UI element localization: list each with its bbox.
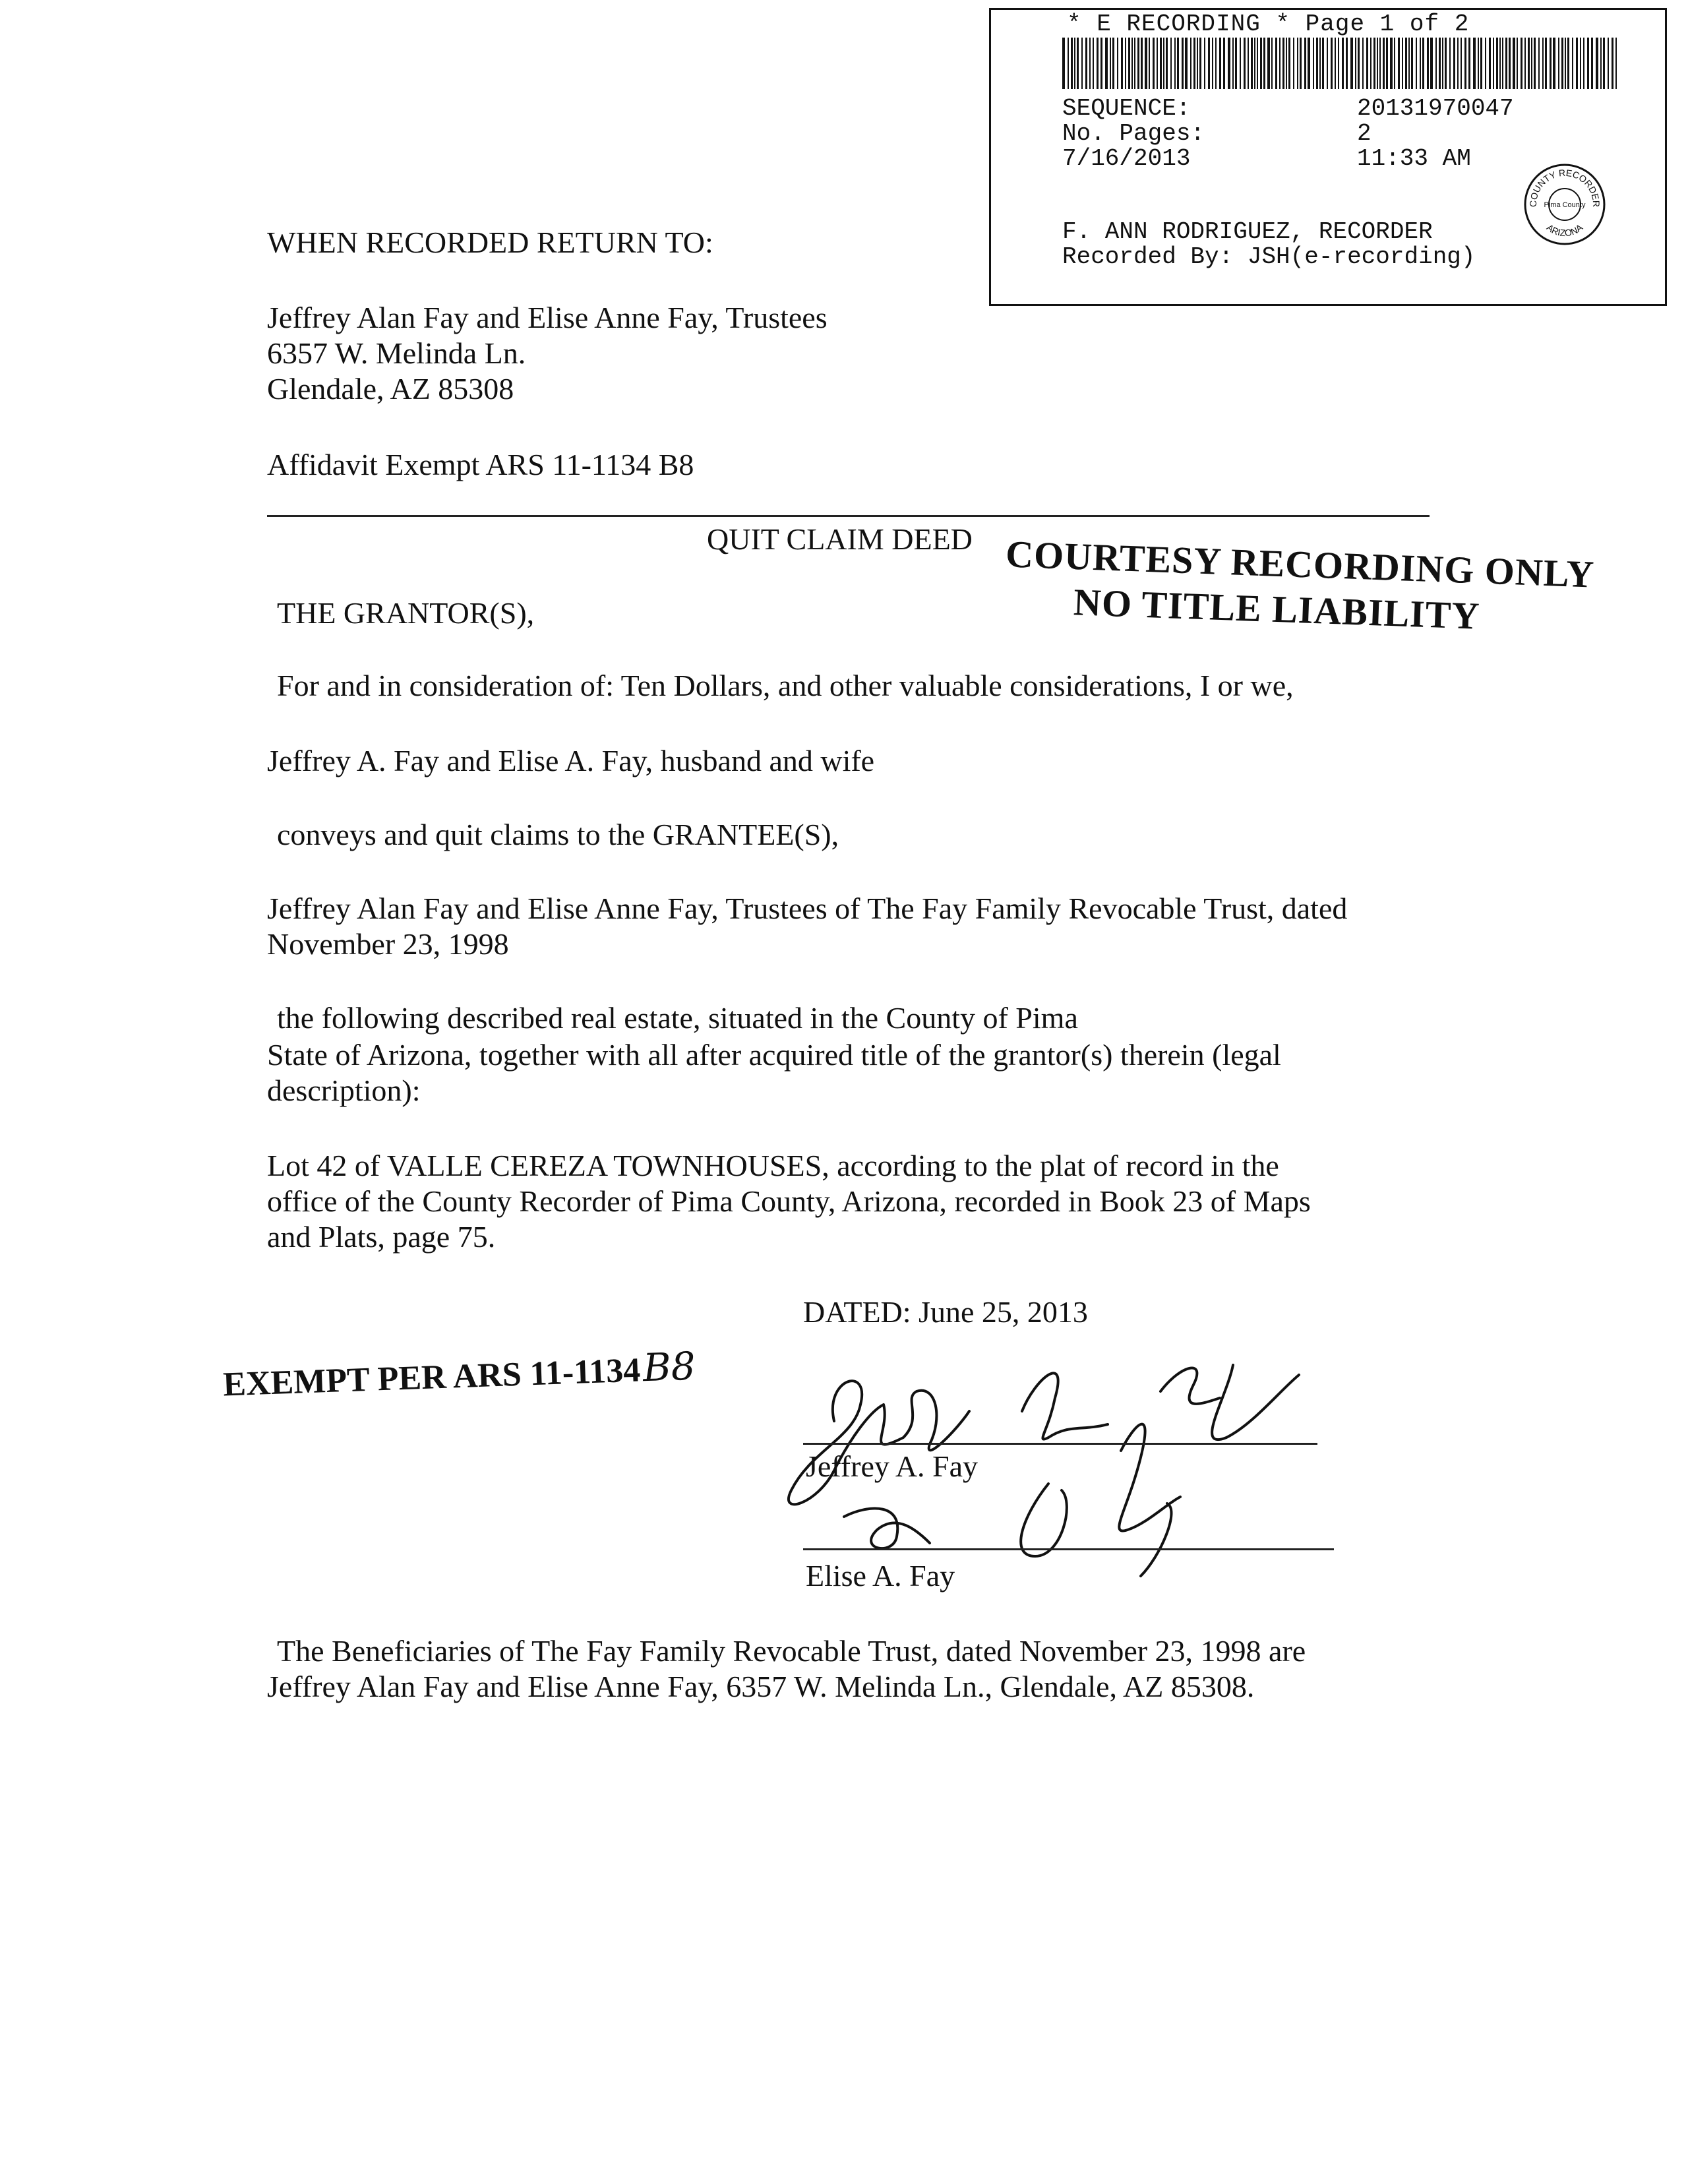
- barcode-bar: [1197, 38, 1198, 89]
- stamp-header: * E RECORDING * Page 1 of 2: [1067, 11, 1470, 38]
- barcode-bar: [1383, 38, 1385, 89]
- barcode-bar: [1260, 38, 1262, 89]
- barcode-bar: [1275, 38, 1277, 89]
- barcode-bar: [1489, 38, 1491, 89]
- barcode-bar: [1567, 38, 1569, 89]
- barcode-bar: [1587, 38, 1589, 89]
- exempt-stamp: [222, 1344, 696, 1405]
- barcode-bar: [1468, 38, 1470, 89]
- barcode-bar: [1105, 38, 1108, 89]
- barcode-bar: [1346, 38, 1348, 89]
- barcode-bar: [1422, 38, 1424, 89]
- barcode-bar: [1267, 38, 1270, 89]
- barcode-bar: [1496, 38, 1498, 89]
- barcode-bar: [1223, 38, 1225, 89]
- barcode-bar: [1480, 38, 1482, 89]
- barcode-bar: [1110, 38, 1111, 89]
- barcode-bar: [1112, 38, 1114, 89]
- barcode-bar: [1279, 38, 1281, 89]
- barcode-bar: [1145, 38, 1147, 89]
- barcode-bar: [1342, 38, 1344, 89]
- barcode-bar: [1193, 38, 1195, 89]
- barcode-bar: [1331, 38, 1333, 89]
- barcode-bar: [1449, 38, 1451, 89]
- return-to-city: Glendale, AZ 85308: [267, 372, 514, 406]
- barcode-bar: [1473, 38, 1476, 89]
- barcode-bar: [1177, 38, 1179, 89]
- barcode-bar: [1077, 38, 1079, 89]
- barcode-bar: [1408, 38, 1410, 89]
- barcode-bar: [1615, 38, 1617, 89]
- barcode-bar: [1603, 38, 1605, 89]
- exempt-handwritten-note: B8: [642, 1343, 696, 1391]
- barcode-bar: [1282, 38, 1284, 89]
- barcode-bar: [1565, 38, 1566, 89]
- barcode-bar: [1350, 38, 1353, 89]
- barcode-bar: [1244, 38, 1246, 89]
- barcode-bar: [1081, 38, 1083, 89]
- barcode-bar: [1513, 38, 1515, 89]
- barcode-bar: [1580, 38, 1581, 89]
- barcode-bar: [1240, 38, 1241, 89]
- signature-line-2: [803, 1548, 1334, 1550]
- barcode-bar: [1300, 38, 1302, 89]
- barcode-bar: [1505, 38, 1507, 89]
- barcode-bar: [1271, 38, 1273, 89]
- barcode-bar: [1141, 38, 1143, 89]
- barcode-bar: [1215, 38, 1217, 89]
- barcode-bar: [1416, 38, 1417, 89]
- barcode-bar: [1355, 38, 1356, 89]
- barcode-bar: [1204, 38, 1205, 89]
- barcode-bar: [1212, 38, 1213, 89]
- barcode-bar: [1534, 38, 1536, 89]
- barcode-bar: [1293, 38, 1294, 89]
- barcode-bar: [1558, 38, 1559, 89]
- document-title: QUIT CLAIM DEED: [707, 522, 973, 556]
- barcode-bar: [1254, 38, 1255, 89]
- barcode-bar: [1308, 38, 1310, 89]
- barcode-bar: [1538, 38, 1540, 89]
- sequence-label: SEQUENCE:: [1062, 95, 1191, 122]
- pages-label: No. Pages:: [1062, 120, 1205, 147]
- barcode-bar: [1319, 38, 1321, 89]
- barcode-bar: [1235, 38, 1237, 89]
- barcode-bar: [1583, 38, 1584, 89]
- barcode-bar: [1327, 38, 1328, 89]
- barcode-bar: [1322, 38, 1324, 89]
- barcode-bar: [1427, 38, 1429, 89]
- signer-2-name: Elise A. Fay: [806, 1559, 955, 1592]
- barcode-bar: [1517, 38, 1518, 89]
- barcode-bar: [1097, 38, 1099, 89]
- barcode-bar: [1591, 38, 1593, 89]
- barcode-bar: [1542, 38, 1544, 89]
- barcode-bar: [1398, 38, 1400, 89]
- barcode-bar: [1576, 38, 1578, 89]
- barcode-bar: [1137, 38, 1139, 89]
- barcode-bar: [1600, 38, 1602, 89]
- conveys-text: conveys and quit claims to the GRANTEE(S),: [277, 818, 839, 851]
- divider-rule: [267, 515, 1430, 517]
- legal-description-line-2: office of the County Recorder of Pima County, Arizona, recorded in Book 23 of Maps: [267, 1184, 1311, 1218]
- grantor-names: Jeffrey A. Fay and Elise A. Fay, husband and wife: [267, 744, 875, 777]
- barcode-bar: [1232, 38, 1234, 89]
- barcode-bar: [1453, 38, 1455, 89]
- barcode-bar: [1528, 38, 1530, 89]
- barcode-bar: [1531, 38, 1532, 89]
- courtesy-stamp-line2: NO TITLE LIABILITY: [1073, 580, 1481, 638]
- barcode-bar: [1062, 38, 1065, 89]
- signer-1-name: Jeffrey A. Fay: [806, 1449, 979, 1483]
- barcode-bar: [1461, 38, 1462, 89]
- seal-bottom-text: ARIZONA: [1544, 222, 1585, 239]
- recorded-by: Recorded By: JSH(e-recording): [1062, 243, 1476, 270]
- barcode-bar: [1074, 38, 1075, 89]
- barcode-bar: [1163, 38, 1164, 89]
- barcode-bar: [1149, 38, 1150, 89]
- real-estate-line-1: the following described real estate, situated in the County of Pima: [277, 1001, 1078, 1035]
- barcode-bar: [1219, 38, 1221, 89]
- beneficiaries-line-1: The Beneficiaries of The Fay Family Revocable Trust, dated November 23, 1998 are: [277, 1634, 1306, 1668]
- barcode-bar: [1160, 38, 1162, 89]
- county-seal-icon: [1522, 162, 1608, 247]
- barcode-bar: [1121, 38, 1123, 89]
- exempt-stamp-text: EXEMPT PER ARS 11-1134: [222, 1351, 642, 1404]
- barcode-bar: [1445, 38, 1447, 89]
- barcode-bar: [1439, 38, 1441, 89]
- barcode-bar: [1093, 38, 1094, 89]
- grantee-line-2: November 23, 1998: [267, 927, 509, 961]
- dated-line: DATED: June 25, 2013: [803, 1295, 1088, 1329]
- courtesy-stamp-line1: COURTESY RECORDING ONLY: [1005, 532, 1596, 596]
- barcode-bar: [1313, 38, 1314, 89]
- barcode-bar: [1435, 38, 1437, 89]
- grantee-line-1: Jeffrey Alan Fay and Elise Anne Fay, Trustees of The Fay Family Revocable Trust, dated: [267, 892, 1348, 925]
- barcode-bar: [1386, 38, 1388, 89]
- legal-description-line-3: and Plats, page 75.: [267, 1220, 496, 1254]
- barcode-bar: [1297, 38, 1298, 89]
- barcode-bar: [1553, 38, 1555, 89]
- barcode-bar: [1170, 38, 1172, 89]
- barcode-bar: [1316, 38, 1318, 89]
- barcode-bar: [1572, 38, 1573, 89]
- barcode-bar: [1405, 38, 1407, 89]
- beneficiaries-line-2: Jeffrey Alan Fay and Elise Anne Fay, 6357 W. Melinda Ln., Glendale, AZ 85308.: [267, 1670, 1255, 1703]
- barcode-bar: [1134, 38, 1135, 89]
- barcode-bar: [1125, 38, 1126, 89]
- barcode-bar: [1608, 38, 1609, 89]
- barcode-bar: [1485, 38, 1486, 89]
- barcode-bar: [1478, 38, 1479, 89]
- barcode-bar: [1257, 38, 1258, 89]
- barcode-bar: [1464, 38, 1466, 89]
- barcode-bar: [1228, 38, 1230, 89]
- recording-stamp: [989, 8, 1667, 306]
- consideration-text: For and in consideration of: Ten Dollars, and other valuable considerations, I or we,: [277, 669, 1294, 702]
- barcode-bar: [1379, 38, 1381, 89]
- barcode-bar: [1524, 38, 1526, 89]
- barcode-bar: [1199, 38, 1201, 89]
- real-estate-line-3: description):: [267, 1074, 421, 1107]
- barcode-bar: [1131, 38, 1133, 89]
- barcode-bar: [1394, 38, 1395, 89]
- barcode-bar: [1068, 38, 1069, 89]
- barcode-bar: [1085, 38, 1087, 89]
- real-estate-line-2: State of Arizona, together with all after acquired title of the grantor(s) therein (legal: [267, 1038, 1281, 1072]
- barcode-bar: [1596, 38, 1598, 89]
- barcode-bar: [1208, 38, 1210, 89]
- barcode-bar: [1561, 38, 1563, 89]
- barcode-bar: [1157, 38, 1158, 89]
- barcode-bar: [1128, 38, 1130, 89]
- barcode-bar: [1304, 38, 1306, 89]
- barcode-bar: [1251, 38, 1253, 89]
- barcode-bar: [1420, 38, 1421, 89]
- barcode-bar: [1286, 38, 1287, 89]
- barcode-bar: [1457, 38, 1459, 89]
- signature-line-1: [803, 1443, 1317, 1445]
- barcode-bar: [1153, 38, 1155, 89]
- seal-top-text: COUNTY RECORDER: [1527, 167, 1602, 208]
- barcode-bar: [1402, 38, 1403, 89]
- return-to-street: 6357 W. Melinda Ln.: [267, 336, 526, 370]
- barcode-bar: [1089, 38, 1091, 89]
- barcode-bar: [1071, 38, 1073, 89]
- barcode-bar: [1550, 38, 1552, 89]
- return-to-heading: WHEN RECORDED RETURN TO:: [267, 226, 713, 259]
- barcode-bar: [1182, 38, 1184, 89]
- sequence-value: 20131970047: [1357, 95, 1514, 122]
- recorder-name: F. ANN RODRIGUEZ, RECORDER: [1062, 218, 1433, 245]
- barcode-bar: [1185, 38, 1188, 89]
- barcode-bar: [1166, 38, 1168, 89]
- barcode-bar: [1521, 38, 1522, 89]
- barcode-bar: [1373, 38, 1375, 89]
- return-to-name: Jeffrey Alan Fay and Elise Anne Fay, Trustees: [267, 301, 828, 334]
- recording-time: 11:33 AM: [1357, 145, 1471, 172]
- barcode-bar: [1370, 38, 1372, 89]
- pages-value: 2: [1357, 120, 1372, 147]
- recording-date: 7/16/2013: [1062, 145, 1191, 172]
- barcode-bar: [1358, 38, 1360, 89]
- barcode-bar: [1430, 38, 1433, 89]
- barcode-bar: [1502, 38, 1503, 89]
- seal-center-text: Pima County: [1544, 201, 1586, 209]
- barcode-bar: [1442, 38, 1443, 89]
- barcode-bar: [1362, 38, 1364, 89]
- barcode-bar: [1335, 38, 1336, 89]
- barcode-bar: [1493, 38, 1494, 89]
- barcode: [1062, 38, 1619, 89]
- barcode-bar: [1338, 38, 1339, 89]
- barcode-bar: [1288, 38, 1290, 89]
- barcode-bar: [1390, 38, 1393, 89]
- barcode-bar: [1174, 38, 1176, 89]
- legal-description-line-1: Lot 42 of VALLE CEREZA TOWNHOUSES, according to the plat of record in the: [267, 1149, 1279, 1182]
- barcode-bar: [1499, 38, 1501, 89]
- barcode-bar: [1117, 38, 1118, 89]
- barcode-bar: [1377, 38, 1378, 89]
- grantor-label: THE GRANTOR(S),: [277, 596, 535, 630]
- barcode-bar: [1263, 38, 1265, 89]
- barcode-bar: [1545, 38, 1547, 89]
- barcode-bar: [1509, 38, 1511, 89]
- barcode-bar: [1100, 38, 1102, 89]
- affidavit-line: Affidavit Exempt ARS 11-1134 B8: [267, 448, 694, 481]
- barcode-bar: [1612, 38, 1613, 89]
- barcode-bar: [1190, 38, 1191, 89]
- barcode-bar: [1248, 38, 1249, 89]
- barcode-bar: [1411, 38, 1413, 89]
- barcode-bar: [1366, 38, 1368, 89]
